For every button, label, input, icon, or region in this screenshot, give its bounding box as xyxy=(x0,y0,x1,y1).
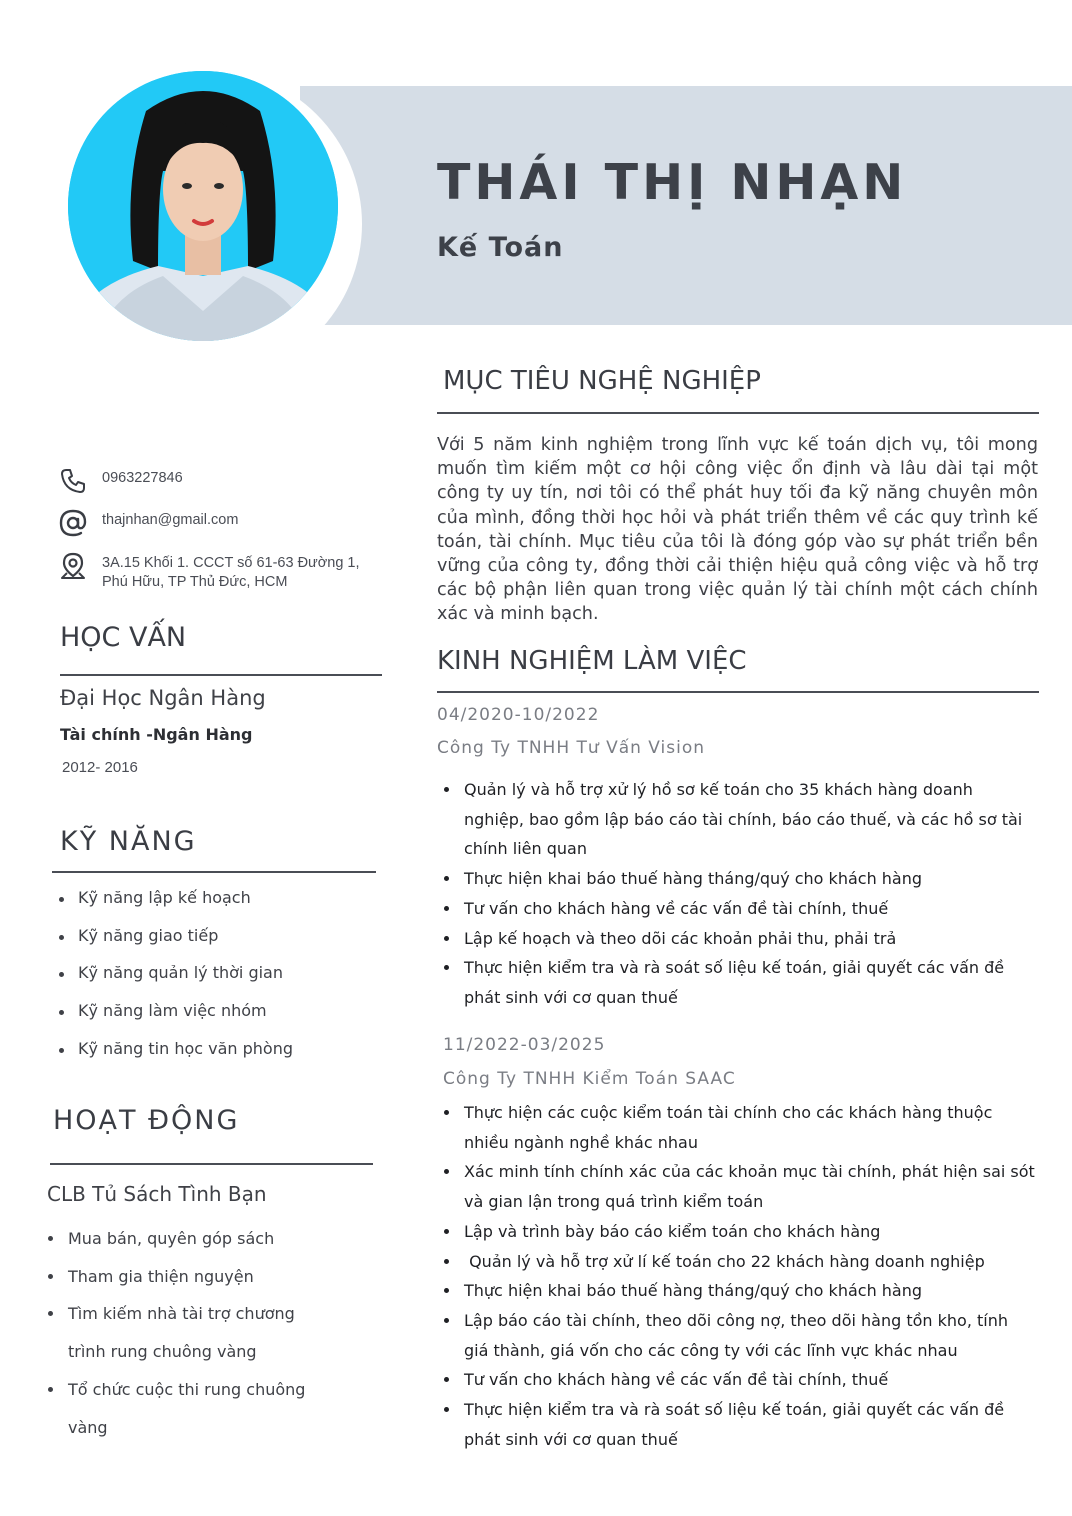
job-duty: Thực hiện khai báo thuế hàng tháng/quý cho khách hàng xyxy=(440,1276,1036,1306)
job-duty: Thực hiện kiểm tra và rà soát số liệu kế toán, giải quyết các vấn đề phát sinh với cơ quan thuế xyxy=(440,953,1025,1012)
profile-photo-illustration xyxy=(68,71,338,341)
contact-phone xyxy=(58,466,388,496)
education-years: 2012- 2016 xyxy=(62,759,138,776)
skills-list xyxy=(58,888,378,1076)
job-duties-list xyxy=(440,775,1036,1013)
activity-item: Tổ chức cuộc thi rung chuông vàng xyxy=(47,1371,337,1446)
skill-item: Kỹ năng làm việc nhóm xyxy=(58,1001,378,1039)
skills-divider xyxy=(52,871,376,873)
job-duty: Tư vấn cho khách hàng về các vấn đề tài chính, thuế xyxy=(440,1365,1036,1395)
activities-divider xyxy=(50,1163,373,1165)
job-duty: Thực hiện khai báo thuế hàng tháng/quý cho khách hàng xyxy=(440,864,1036,894)
education-major: Tài chính -Ngân Hàng xyxy=(60,725,253,744)
phone-number: 0963227846 xyxy=(102,470,183,486)
activity-item: Tìm kiếm nhà tài trợ chương trình rung chuông vàng xyxy=(47,1295,322,1370)
job-duty: Thực hiện kiểm tra và rà soát số liệu kế toán, giải quyết các vấn đề phát sinh với cơ quan thuế xyxy=(440,1395,1025,1454)
contact-email xyxy=(58,508,388,538)
experience-divider xyxy=(437,691,1039,693)
job-duty: Quản lý và hỗ trợ xử lí kế toán cho 22 khách hàng doanh nghiệp xyxy=(440,1247,1036,1277)
job-duty: Lập kế hoạch và theo dõi các khoản phải thu, phải trả xyxy=(440,924,1036,954)
experience-title: KINH NGHIỆM LÀM VIỆC xyxy=(437,646,747,676)
job-duty: Xác minh tính chính xác của các khoản mục tài chính, phát hiện sai sót và gian lận trong quá trình kiểm toán xyxy=(440,1157,1036,1216)
activity-item: Tham gia thiện nguyện xyxy=(47,1258,367,1296)
skill-item: Kỹ năng tin học văn phòng xyxy=(58,1039,378,1077)
job-duties-list xyxy=(440,1098,1036,1454)
skill-item: Kỹ năng quản lý thời gian xyxy=(58,963,378,1001)
education-title: HỌC VẤN xyxy=(60,622,187,653)
skill-item: Kỹ năng lập kế hoạch xyxy=(58,888,378,926)
job-date: 04/2020-10/2022 xyxy=(437,705,600,725)
contact-address xyxy=(58,551,388,592)
job-company: Công Ty TNHH Kiểm Toán SAAC xyxy=(443,1069,736,1089)
education-divider xyxy=(60,674,382,676)
objective-text: Với 5 năm kinh nghiệm trong lĩnh vực kế toán dịch vụ, tôi mong muốn tìm kiếm một cơ hội công việc ổn định và lâu dài tại một công ty uy tín, nơi tôi có thể phát huy tối đa kỹ năng chuyên môn của mình, đồng thời học hỏi và phát triển thêm về các quy trình kế toán, tài chính. Mục tiêu của tôi là đóng góp vào sự phát triển bền vững của công ty, đồng thời cải thiện hiệu quả công việc và hỗ trợ các bộ phận liên quan trong việc quản lý tài chính một cách chính xác và minh bạch. xyxy=(437,435,1038,625)
objective-title: MỤC TIÊU NGHỆ NGHIỆP xyxy=(443,366,761,396)
activities-list xyxy=(47,1220,367,1446)
activities-title: HOẠT ĐỘNG xyxy=(53,1105,240,1136)
activity-item: Mua bán, quyên góp sách xyxy=(47,1220,367,1258)
job-duty: Tư vấn cho khách hàng về các vấn đề tài chính, thuế xyxy=(440,894,1036,924)
job-date: 11/2022-03/2025 xyxy=(443,1035,606,1055)
phone-icon xyxy=(58,466,88,496)
job-duty: Thực hiện các cuộc kiểm toán tài chính cho các khách hàng thuộc nhiều ngành nghề khác nhau xyxy=(440,1098,1036,1157)
at-sign-icon xyxy=(58,508,88,538)
profile-photo xyxy=(68,71,338,341)
email-address: thajnhan@gmail.com xyxy=(102,512,239,528)
location-pin-icon xyxy=(58,551,88,581)
job-duty: Lập và trình bày báo cáo kiểm toán cho khách hàng xyxy=(440,1217,1036,1247)
education-school: Đại Học Ngân Hàng xyxy=(60,686,266,710)
candidate-name: THÁI THỊ NHẠN xyxy=(437,154,908,211)
job-duty: Lập báo cáo tài chính, theo dõi công nợ, theo dõi hàng tồn kho, tính giá thành, giá vốn cho các công ty với các lĩnh vực khác nhau xyxy=(440,1306,1036,1365)
skill-item: Kỹ năng giao tiếp xyxy=(58,926,378,964)
skills-title: KỸ NĂNG xyxy=(60,826,197,857)
objective-divider xyxy=(437,412,1039,414)
job-duty: Quản lý và hỗ trợ xử lý hồ sơ kế toán cho 35 khách hàng doanh nghiệp, bao gồm lập báo cáo tài chính, báo cáo thuế, và các hồ sơ tài chính liên quan xyxy=(440,775,1036,864)
candidate-role: Kế Toán xyxy=(437,232,564,263)
activities-club: CLB Tủ Sách Tình Bạn xyxy=(47,1182,267,1206)
job-company: Công Ty TNHH Tư Vấn Vision xyxy=(437,738,706,758)
address-text: 3A.15 Khối 1. CCCT số 61-63 Đường 1, Phú Hữu, TP Thủ Đức, HCM xyxy=(102,555,360,590)
